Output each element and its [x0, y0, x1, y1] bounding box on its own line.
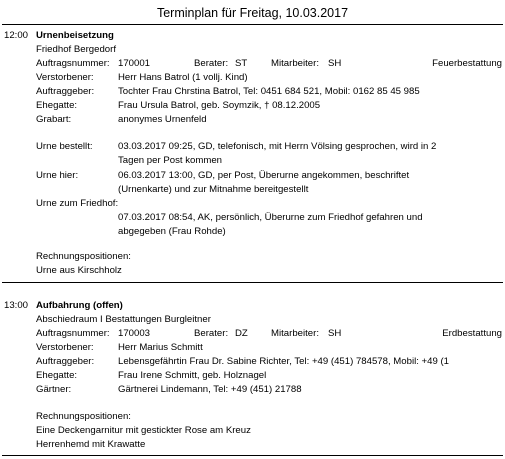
- appointment-time: 12:00: [4, 30, 29, 41]
- advisor-label: Berater:: [194, 328, 229, 339]
- urn-here-label: Urne hier:: [36, 170, 79, 181]
- appointment-divider: [2, 282, 503, 283]
- billing-label: Rechnungspositionen:: [36, 251, 131, 262]
- order-label: Auftragsnummer:: [36, 58, 110, 69]
- field-value: Herr Marius Schmitt: [118, 342, 203, 353]
- title-rule: [2, 24, 503, 25]
- field-value: Frau Irene Schmitt, geb. Holznagel: [118, 370, 267, 381]
- urn-here-text: 06.03.2017 13:00, GD, per Post, Überurne angekommen, beschriftet: [118, 170, 410, 181]
- field-value: Tochter Frau Chrstina Batrol, Tel: 0451 684 521, Mobil: 0162 85 45 985: [118, 86, 420, 97]
- field-value: Lebensgefährtin Frau Dr. Sabine Richter, Tel: +49 (451) 784578, Mobil: +49 (1: [118, 356, 450, 367]
- urn-ordered-label: Urne bestellt:: [36, 141, 93, 152]
- category: Feuerbestattung: [432, 58, 502, 69]
- appointment-heading: Aufbahrung (offen): [36, 300, 123, 311]
- appointment-location: Friedhof Bergedorf: [36, 44, 116, 55]
- page-title: Terminplan für Freitag, 10.03.2017: [156, 6, 349, 20]
- category: Erdbestattung: [442, 328, 502, 339]
- advisor-value: DZ: [235, 328, 248, 339]
- urn-here-text-cont: (Urnenkarte) und zur Mitnahme bereitgestellt: [118, 184, 309, 195]
- field-value: Herr Hans Batrol (1 vollj. Kind): [118, 72, 248, 83]
- advisor-label: Berater:: [194, 58, 229, 69]
- field-value: Gärtnerei Lindemann, Tel: +49 (451) 21788: [118, 384, 302, 395]
- billing-item: Urne aus Kirschholz: [36, 265, 122, 276]
- field-label: Auftraggeber:: [36, 86, 95, 97]
- staff-label: Mitarbeiter:: [271, 58, 319, 69]
- staff-value: SH: [328, 328, 342, 339]
- order-label: Auftragsnummer:: [36, 328, 110, 339]
- field-label: Grabart:: [36, 114, 72, 125]
- appointment-time: 13:00: [4, 300, 29, 311]
- staff-label: Mitarbeiter:: [271, 328, 319, 339]
- staff-value: SH: [328, 58, 342, 69]
- field-value: anonymes Urnenfeld: [118, 114, 207, 125]
- field-label: Verstorbener:: [36, 342, 94, 353]
- field-label: Ehegatte:: [36, 100, 78, 111]
- billing-item: Eine Deckengarnitur mit gestickter Rose am Kreuz: [36, 425, 251, 436]
- advisor-value: ST: [235, 58, 248, 69]
- urn-cemetery-text-cont: abgegeben (Frau Rohde): [118, 226, 226, 237]
- urn-cemetery-label: Urne zum Friedhof:: [36, 198, 119, 209]
- field-label: Gärtner:: [36, 384, 72, 395]
- bottom-rule: [2, 455, 503, 456]
- field-value: Frau Ursula Batrol, geb. Soymzik, † 08.12.2005: [118, 100, 321, 111]
- appointment-heading: Urnenbeisetzung: [36, 30, 114, 41]
- billing-item: Herrenhemd mit Krawatte: [36, 439, 146, 450]
- appointment-location: Abschiedraum I Bestattungen Burgleitner: [36, 314, 211, 325]
- urn-cemetery-text: 07.03.2017 08:54, AK, persönlich, Überurne zum Friedhof gefahren und: [118, 212, 423, 223]
- field-label: Auftraggeber:: [36, 356, 95, 367]
- order-number: 170003: [118, 328, 151, 339]
- field-label: Ehegatte:: [36, 370, 78, 381]
- field-label: Verstorbener:: [36, 72, 94, 83]
- urn-ordered-text: 03.03.2017 09:25, GD, telefonisch, mit Herrn Völsing gesprochen, wird in 2: [118, 141, 437, 152]
- billing-label: Rechnungspositionen:: [36, 411, 131, 422]
- order-number: 170001: [118, 58, 151, 69]
- urn-ordered-text-cont: Tagen per Post kommen: [118, 155, 222, 166]
